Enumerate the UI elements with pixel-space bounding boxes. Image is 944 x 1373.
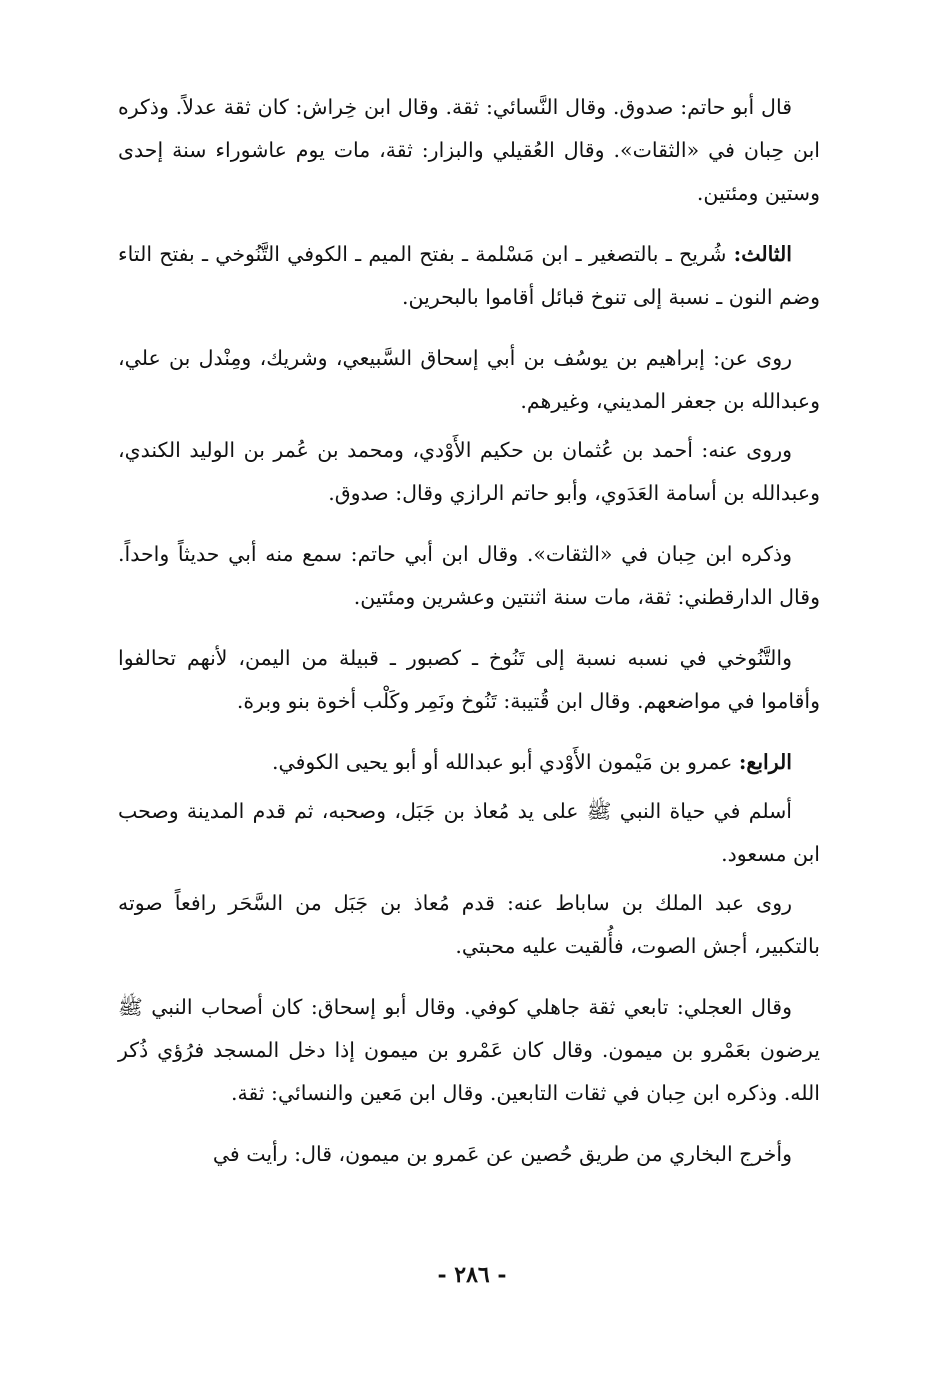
paragraph-2-text: شُريح ـ بالتصغير ـ ابن مَسْلمة ـ بفتح الميم ـ الكوفي التَّنُوخي ـ بفتح التاء وضم النون ـ نسبة إلى تنوخ قبائل أقاموا بالبحرين. xyxy=(118,242,820,309)
paragraph-4 xyxy=(118,429,820,515)
page-body xyxy=(118,86,820,1176)
paragraph-10 xyxy=(118,986,820,1115)
paragraph-7-text: عمرو بن مَيْمون الأَوْدي أبو عبدالله أو أبو يحيى الكوفي. xyxy=(272,750,739,774)
paragraph-11-text: وأخرج البخاري من طريق حُصين عن عَمرو بن ميمون، قال: رأيت في xyxy=(212,1142,792,1166)
paragraph-5-text: وذكره ابن حِبان في «الثقات». وقال ابن أبي حاتم: سمع منه أبي حديثاً واحداً. وقال الدارقطني: ثقة، مات سنة اثنتين وعشرين ومئتين. xyxy=(118,542,820,609)
paragraph-6-text: والتَّنُوخي في نسبه نسبة إلى تَنُوخ ـ كصبور ـ قبيلة من اليمن، لأنهم تحالفوا وأقاموا في مواضعهم. وقال ابن قُتيبة: تَنُوخ ونَمِر وكَلْب أخوة بنو وبرة. xyxy=(118,646,820,713)
paragraph-7 xyxy=(118,741,820,784)
paragraph-3 xyxy=(118,337,820,423)
paragraph-2-lead: الثالث: xyxy=(733,242,792,266)
paragraph-9 xyxy=(118,882,820,968)
paragraph-3-text: روى عن: إبراهيم بن يوسُف بن أبي إسحاق السَّبيعي، وشريك، ومِنْدل بن علي، وعبدالله بن جعفر المديني، وغيرهم. xyxy=(118,346,820,413)
paragraph-7-lead: الرابع: xyxy=(738,750,792,774)
paragraph-10-text: وقال العجلي: تابعي ثقة جاهلي كوفي. وقال أبو إسحاق: كان أصحاب النبي ﷺ يرضون بعَمْرو بن ميمون. وقال كان عَمْرو بن ميمون إذا دخل المسجد فرُؤي ذُكر الله. وذكره ابن حِبان في ثقات التابعين. وقال ابن مَعين والنسائي: ثقة. xyxy=(118,995,820,1105)
paragraph-2 xyxy=(118,233,820,319)
paragraph-1-text: قال أبو حاتم: صدوق. وقال النَّسائي: ثقة. وقال ابن خِراش: كان ثقة عدلاً. وذكره ابن حِبان في «الثقات». وقال العُقيلي والبزار: ثقة، مات يوم عاشوراء سنة إحدى وستين ومئتين. xyxy=(118,95,820,205)
paragraph-5 xyxy=(118,533,820,619)
paragraph-8 xyxy=(118,790,820,876)
paragraph-1 xyxy=(118,86,820,215)
paragraph-6 xyxy=(118,637,820,723)
paragraph-8-text: أسلم في حياة النبي ﷺ على يد مُعاذ بن جَبَل، وصحبه، ثم قدم المدينة وصحب ابن مسعود. xyxy=(118,799,820,866)
page-number: - ٢٨٦ - xyxy=(437,1262,507,1288)
paragraph-4-text: وروى عنه: أحمد بن عُثمان بن حكيم الأَوْدي، ومحمد بن عُمر بن الوليد الكندي، وعبدالله بن أسامة العَدَوي، وأبو حاتم الرازي وقال: صدوق. xyxy=(118,438,820,505)
paragraph-9-text: روى عبد الملك بن ساباط عنه: قدم مُعاذ بن جَبَل من السَّحَر رافعاً صوته بالتكبير، أجش الصوت، فأُلقيت عليه محبتي. xyxy=(118,891,820,958)
paragraph-11 xyxy=(118,1133,820,1176)
